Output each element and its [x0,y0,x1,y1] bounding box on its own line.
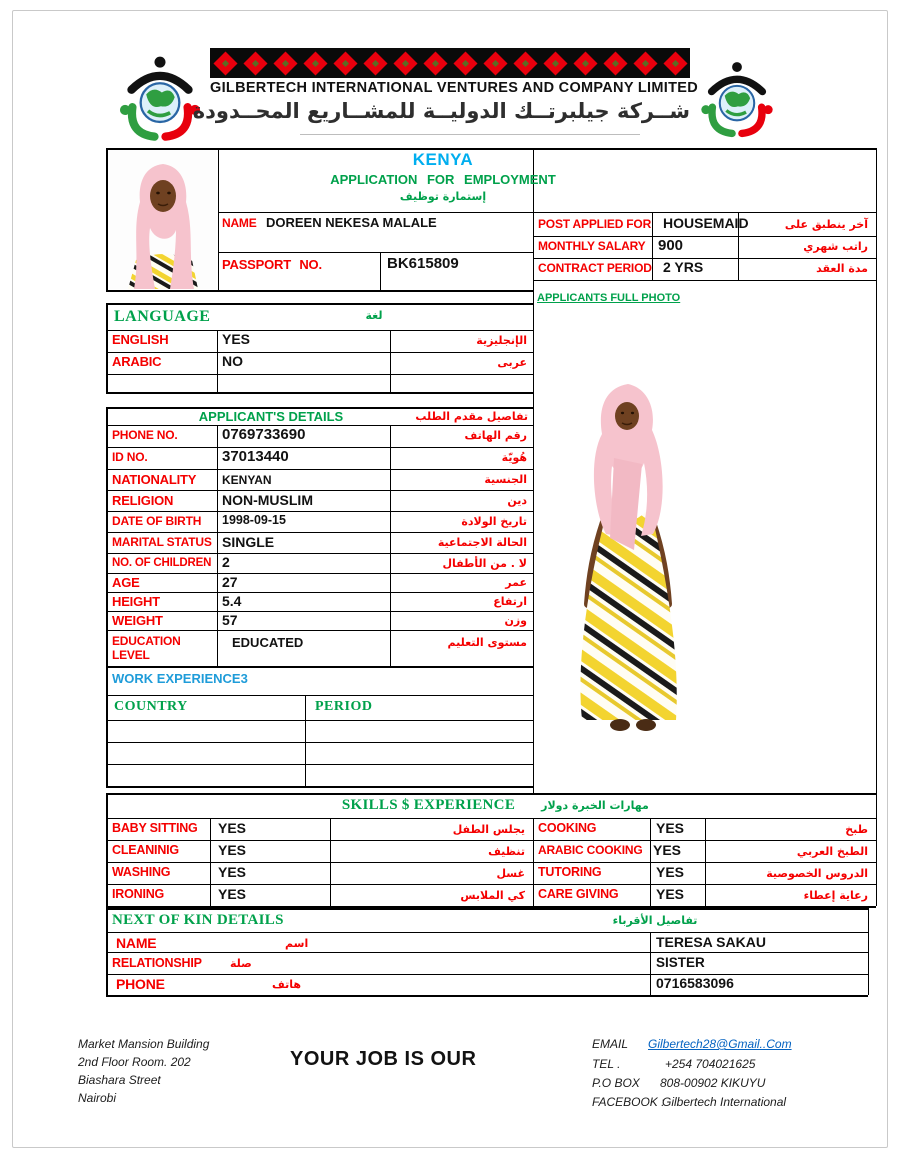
details-row-arabic: مستوى التعليم [447,636,527,649]
border-line [705,818,706,906]
language-row-arabic: عربى [497,356,527,369]
country-header: COUNTRY [114,699,188,714]
border-line [380,252,381,290]
details-row-value: SINGLE [222,534,275,550]
border-line [650,818,651,906]
details-row-arabic: دين [507,494,527,507]
details-row-label: EDUCATION LEVEL [112,634,181,662]
details-row-label: WEIGHT [112,613,163,628]
border-line [218,252,533,253]
details-row-label: RELIGION [112,493,174,508]
kin-row-value: SISTER [656,955,705,970]
contact-value: Gilbertech International [662,1095,787,1109]
post-applied-value: HOUSEMAID [663,215,749,231]
details-row-value: 0769733690 [222,426,306,443]
details-row-arabic: هُويّة [501,451,527,464]
post-applied-label: POST APPLIED FOR [538,217,652,231]
skill-value: YES [218,842,247,858]
border-line [217,425,218,666]
border-line [106,884,876,885]
border-line [533,236,876,237]
details-row-arabic: لا . من الأطفال [442,557,527,570]
details-row-label: ID NO. [112,450,148,464]
details-row-arabic: ارتفاع [493,595,527,608]
company-name-arabic: شــركة جيلبرتــك الدوليــة للمشــاريع المحــدودة [192,99,690,123]
kin-row-value: 0716583096 [656,975,734,991]
language-row-value: YES [222,331,251,347]
border-line [876,148,877,793]
border-line [106,908,868,910]
kin-row-label: RELATIONSHIP [112,956,202,970]
company-name: GILBERTECH INTERNATIONAL VENTURES AND COMPANY LIMITED [210,80,698,96]
border-line [106,764,533,765]
contact-label: FACEBOOK : [592,1095,665,1109]
details-row-label: AGE [112,575,140,590]
kin-title-arabic: تفاصيل الأقرباء [612,914,698,927]
contract-period-value: 2 YRS [663,259,704,275]
kin-row-label-arabic: هاتف [272,978,301,991]
kin-row-label: PHONE [116,976,165,992]
border-line [106,932,868,933]
details-row-label: PHONE NO. [112,428,178,442]
post-applied-arabic: آخر ينطبق على [784,218,868,231]
skill-value: YES [656,886,685,902]
details-row-value: 2 [222,554,230,570]
border-line [305,695,306,786]
address-line: Biashara Street [78,1073,161,1087]
border-line [106,469,533,470]
details-row-value: KENYAN [222,473,272,487]
skill-arabic: رعاية إعطاء [803,889,868,902]
skill-arabic: يجلس الطفل [452,823,525,836]
language-row-label: ARABIC [112,354,162,369]
border-line [106,303,108,392]
details-row-arabic: تاريخ الولادة [461,515,527,528]
skill-arabic: الدروس الخصوصية [766,867,868,880]
company-logo-left-icon [112,52,208,144]
border-line [533,280,876,281]
passport-value: BK615809 [387,255,459,272]
form-title-arabic: إستمارة توظيف [399,190,487,203]
contact-label: P.O BOX [592,1076,640,1090]
language-row-value: NO [222,353,243,369]
border-line [106,148,108,290]
border-line [106,974,868,975]
border-line [106,695,108,786]
skills-title-arabic: مهارات الخبرة دولار [541,799,649,812]
period-header: PERIOD [315,699,373,714]
border-line [106,908,108,995]
details-row-arabic: وزن [504,614,527,627]
border-line [533,818,534,906]
border-line [106,611,533,612]
details-row-arabic: الجنسية [484,473,527,486]
border-line [106,447,533,448]
contract-period-label: CONTRACT PERIOD [538,261,652,275]
name-label: NAME [222,216,257,230]
border-line [106,148,876,150]
skill-arabic: طبخ [845,823,868,836]
details-row-label: DATE OF BIRTH [112,514,202,528]
border-line [868,908,869,995]
skill-arabic: غسل [496,867,525,880]
details-row-arabic: الحالة الاجتماعية [437,536,527,549]
name-value: DOREEN NEKESA MALALE [266,215,437,230]
details-row-value: 5.4 [222,593,242,609]
details-title-arabic: تفاصيل مقدم الطلب [415,410,528,423]
details-row-arabic: رقم الهاتف [464,429,527,442]
skill-value: YES [656,820,685,836]
skill-arabic: تنظيف [488,845,525,858]
diamond-banner [210,48,690,78]
address-line: Market Mansion Building [78,1037,210,1051]
form-title: APPLICATION FOR EMPLOYMENT [330,172,556,187]
language-row-label: ENGLISH [112,332,169,347]
country-title: KENYA [412,150,474,169]
skill-value: YES [218,864,247,880]
details-row-label: NO. OF CHILDREN [112,557,212,569]
border-line [533,148,534,793]
border-line [106,995,868,997]
border-line [106,330,533,331]
contact-label: EMAIL [592,1037,629,1051]
border-line [106,407,108,666]
border-line [106,290,533,292]
contact-value: 808-00902 KIKUYU [660,1076,766,1090]
work-experience-title: WORK EXPERIENCE3 [112,671,248,686]
border-line [210,818,211,906]
contact-value: +254 704021625 [665,1057,756,1071]
skill-arabic: كي الملابس [460,889,525,902]
border-line [330,818,331,906]
passport-label: PASSPORT NO. [222,257,322,272]
border-line [106,303,533,305]
border-line [217,330,218,392]
email-link[interactable]: Gilbertech28@Gmail..Com [648,1037,792,1051]
slogan: YOUR JOB IS OUR [290,1048,477,1070]
border-line [106,553,533,554]
skill-value: YES [218,886,247,902]
border-line [106,374,533,375]
skill-label: COOKING [538,821,597,835]
border-line [106,392,533,394]
kin-row-label-arabic: اسم [285,937,309,950]
skill-arabic: الطبخ العربي [796,845,868,858]
details-title: APPLICANT'S DETAILS [198,409,344,424]
kin-title: NEXT OF KIN DETAILS [112,912,284,928]
details-row-arabic: عمر [505,576,527,589]
border-line [106,742,533,743]
border-line [106,952,868,953]
details-row-value: 1998-09-15 [222,513,286,527]
details-row-value: EDUCATED [232,635,304,650]
border-line [300,134,640,135]
border-line [106,666,108,695]
border-line [106,793,108,906]
passport-photo [110,150,216,289]
address-line: 2nd Floor Room. 202 [78,1055,191,1069]
border-line [390,330,391,392]
skill-label: CARE GIVING [538,887,619,901]
border-line [106,695,533,696]
company-logo-right-icon [694,58,780,140]
border-line [106,720,533,721]
border-line [876,793,877,906]
details-row-value: 37013440 [222,448,289,465]
border-line [106,818,876,819]
border-line [106,352,533,353]
monthly-salary-value: 900 [658,237,684,254]
border-line [106,786,533,788]
skill-label: WASHING [112,865,171,879]
skill-label: ARABIC COOKING [538,843,643,857]
border-line [533,258,876,259]
full-photo [548,362,713,767]
border-line [106,490,533,491]
skill-value: YES [656,864,685,880]
details-row-label: HEIGHT [112,594,160,609]
border-line [218,212,876,213]
kin-row-value: TERESA SAKAU [656,934,766,950]
language-title-arabic: لغة [365,309,383,322]
border-line [650,932,651,995]
skill-value: YES [653,842,682,858]
border-line [106,425,533,426]
skill-label: BABY SITTING [112,821,198,835]
kin-row-label-arabic: صلة [230,957,252,970]
details-row-value: 57 [222,612,238,628]
border-line [106,666,533,668]
skill-value: YES [218,820,247,836]
skill-label: IRONING [112,887,165,901]
details-row-value: NON-MUSLIM [222,492,313,508]
full-photo-label: APPLICANTS FULL PHOTO [537,292,681,304]
border-line [106,793,876,795]
monthly-salary-label: MONTHLY SALARY [538,239,646,253]
skill-label: TUTORING [538,865,602,879]
language-row-arabic: الإنجليزية [476,334,527,347]
border-line [106,532,533,533]
border-line [106,573,533,574]
border-line [652,212,653,280]
skills-title: SKILLS $ EXPERIENCE [341,797,516,813]
monthly-salary-arabic: راتب شهري [803,240,868,253]
address-line: Nairobi [78,1091,117,1105]
details-row-value: 27 [222,574,238,590]
contact-label: TEL . [592,1057,621,1071]
border-line [106,592,533,593]
border-line [390,425,391,666]
contract-period-arabic: مدة العقد [816,262,868,275]
border-line [106,511,533,512]
language-title: LANGUAGE [114,308,211,325]
skill-label: CLEANINIG [112,843,179,857]
border-line [106,862,876,863]
details-row-label: MARITAL STATUS [112,535,212,549]
border-line [106,840,876,841]
details-row-label: NATIONALITY [112,472,197,487]
kin-row-label: NAME [116,935,157,951]
border-line [106,630,533,631]
